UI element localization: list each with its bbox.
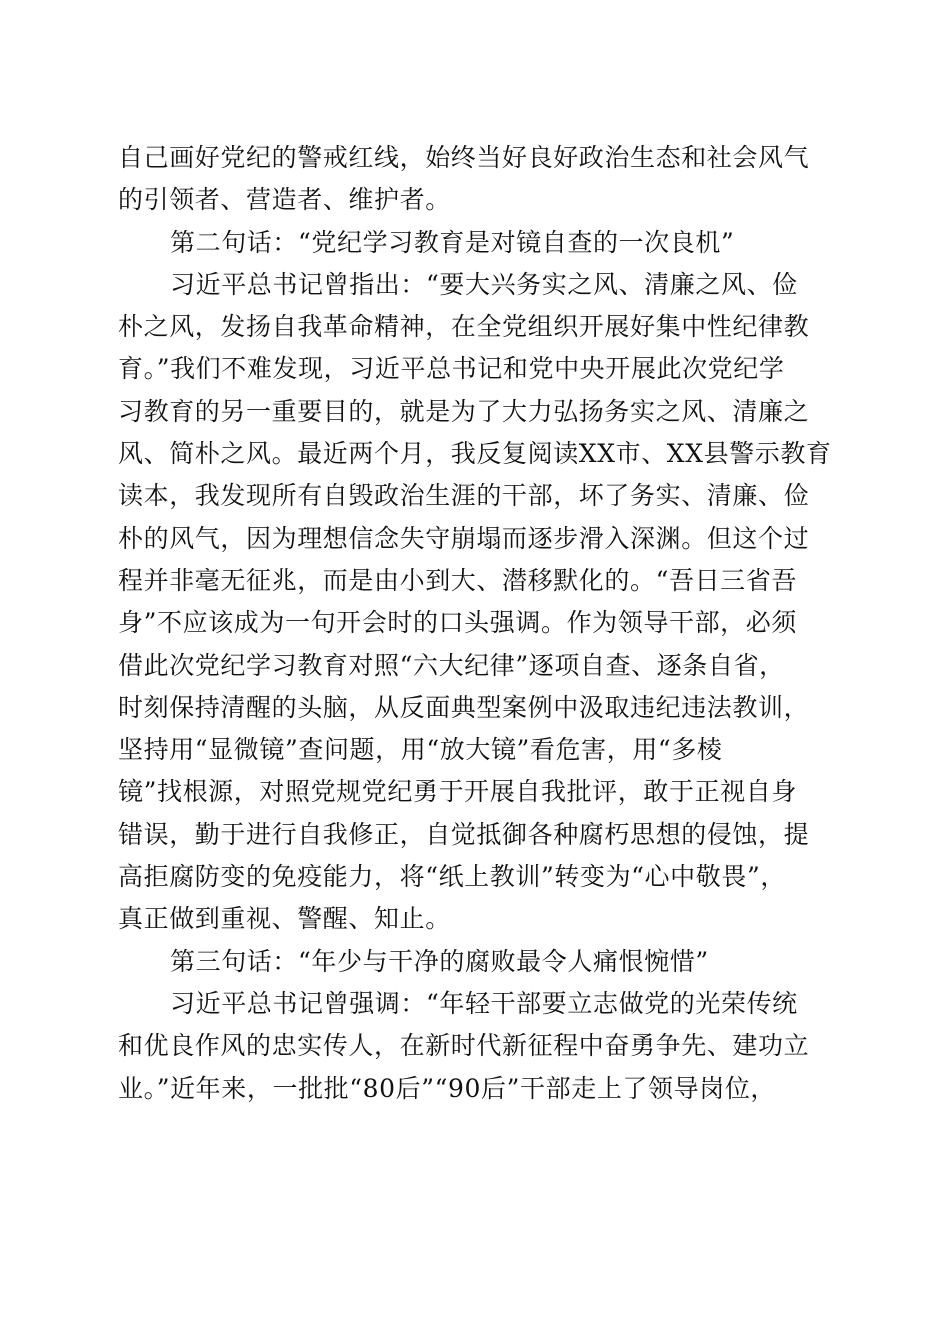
text-line: 朴之风，发扬自我革命精神，在全党组织开展好集中性纪律教: [118, 312, 810, 342]
text-line: 和优良作风的忠实传人，在新时代新征程中奋勇争先、建功立: [118, 1031, 810, 1061]
text-line: 时刻保持清醒的头脑，从反面典型案例中汲取违纪违法教训，: [118, 692, 810, 722]
text-line: 坚持用“显微镜”查问题，用“放大镜”看危害，用“多棱: [118, 735, 723, 765]
paragraph-start: 习近平总书记曾指出：“要大兴务实之风、清廉之风、俭: [170, 269, 798, 299]
text-line: 的引领者、营造者、维护者。: [118, 185, 451, 215]
document-body: [118, 137, 838, 1110]
text-line: 程并非毫无征兆，而是由小到大、潜移默化的。“吾日三省吾: [118, 565, 797, 595]
text-line: 自己画好党纪的警戒红线，始终当好良好政治生态和社会风气: [118, 143, 810, 172]
text-line: 习教育的另一重要目的，就是为了大力弘扬务实之风、清廉之: [118, 396, 810, 426]
text-line: 育。”我们不难发现，习近平总书记和党中央开展此次党纪学: [118, 354, 785, 384]
text-line: 身”不应该成为一句开会时的口头强调。作为领导干部，必须: [118, 608, 797, 638]
text-line: 借此次党纪学习教育对照“六大纪律”逐项自查、逐条自省，: [118, 650, 785, 680]
text-line: 风、简朴之风。最近两个月，我反复阅读XX市、XX县警示教育: [118, 439, 832, 469]
text-line: 读本，我发现所有自毁政治生涯的干部，坏了务实、清廉、俭: [118, 481, 810, 511]
text-line: 镜”找根源，对照党规党纪勇于开展自我批评，敢于正视自身: [118, 777, 797, 807]
paragraph-start: 习近平总书记曾强调：“年轻干部要立志做党的光荣传统: [170, 988, 798, 1018]
text-line: 错误，勤于进行自我修正，自觉抵御各种腐朽思想的侵蚀，提: [118, 819, 810, 849]
text-line: 高拒腐防变的免疫能力，将“纸上教训”转变为“心中敬畏”，: [118, 862, 786, 892]
section-heading-2: 第二句话：“党纪学习教育是对镜自查的一次良机”: [170, 227, 735, 257]
section-heading-3: 第三句话：“年少与干净的腐败最令人痛恨惋惜”: [170, 946, 709, 976]
text-line: 朴的风气，因为理想信念失守崩塌而逐步滑入深渊。但这个过: [118, 523, 810, 553]
text-line: 业。”近年来，一批批“80后”“90后”干部走上了领导岗位，: [118, 1073, 777, 1103]
text-line: 真正做到重视、警醒、知止。: [118, 904, 451, 934]
